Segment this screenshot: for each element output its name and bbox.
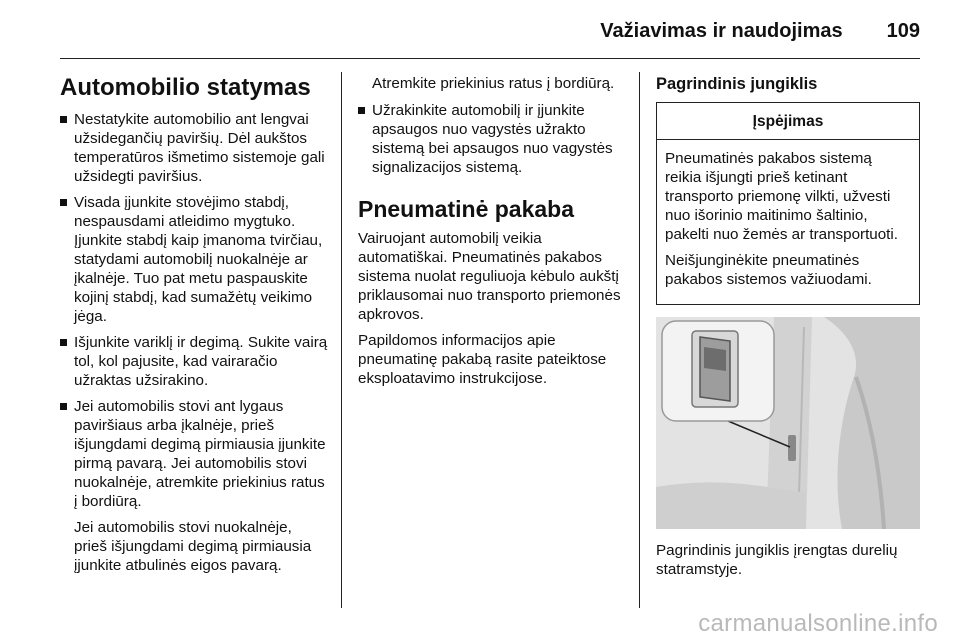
section-title-air-suspension: Pneumatinė pakaba (358, 196, 575, 222)
section-title-parking: Automobilio statymas (60, 74, 311, 101)
bullet-square-icon (60, 199, 67, 206)
column-2 (358, 74, 626, 395)
parking-bullet-list (60, 110, 328, 511)
warning-heading: Įspėjimas (657, 103, 919, 140)
list-item: Visada įjunkite stovėjimo stabdį, nespausdami atleidimo mygtuko. Įjunkite stabdį kaip įmanoma tvirčiau, statydami automobilį nuokalnėje ar įkalnėje. Tuo pat metu paspauskite kojinį stabdį, kad sumažėtų veikimo jėga. (60, 193, 328, 326)
header-rule (60, 58, 920, 59)
air-suspension-paragraph-2: Papildomos informacijos apie pneumatinę pakabą rasite pateiktose eksploatavimo instrukcijose. (358, 332, 607, 387)
main-switch-illustration (656, 317, 920, 529)
column-3 (656, 74, 920, 579)
list-item: Užrakinkite automobilį ir įjunkite apsaugos nuo vagystės užrakto sistemą bei apsaugos nuo vagystės signalizacijos sistemą. (358, 101, 626, 177)
warning-text-2: Neišjunginėkite pneumatinės pakabos sistemos važiuodami. (665, 252, 872, 288)
list-item: Jei automobilis stovi ant lygaus paviršiaus arba įkalnėje, prieš išjungdami degimą pirmiausia įjunkite pirmą pavarą. Jei automobilis stovi nuokalnėje, atremkite priekinius ratus į bordiūrą. (60, 397, 328, 511)
curb-continuation: Atremkite priekinius ratus į bordiūrą. (372, 75, 615, 92)
bullet-square-icon (358, 107, 365, 114)
warning-text-1: Pneumatinės pakabos sistemą reikia išjungti prieš ketinant transporto priemonę vilkti, užvesti nuo išorinio maitinimo šaltinio, pakelti nuo žemės ar transportuoti. (665, 150, 898, 243)
watermark-text: carmanualsonline.info (698, 610, 938, 637)
bullet-square-icon (60, 339, 67, 346)
warning-box (656, 102, 920, 305)
list-item: Išjunkite variklį ir degimą. Sukite vairą tol, kol pajusite, kad vairaračio užraktas užsirakino. (60, 333, 328, 390)
column-divider-2 (639, 72, 640, 608)
illustration-caption: Pagrindinis jungiklis įrengtas durelių statramstyje. (656, 542, 898, 578)
warning-body (657, 140, 919, 304)
page-header (60, 20, 920, 50)
lock-bullet-list (358, 101, 626, 177)
air-suspension-paragraph-1: Vairuojant automobilį veikia automatiškai. Pneumatinės pakabos sistema nuolat reguliuoja kėbulo aukštį priklausomai nuo transporto priemonės apkrovos. (358, 230, 621, 323)
bullet-square-icon (60, 116, 67, 123)
page-number: 109 (886, 20, 920, 42)
section-title-main-switch: Pagrindinis jungiklis (656, 75, 818, 93)
parking-continuation: Jei automobilis stovi nuokalnėje, prieš išjungdami degimą pirmiausia įjunkite atbulinės eigos pavarą. (74, 519, 312, 574)
chapter-title: Važiavimas ir naudojimas (600, 20, 843, 42)
column-1 (60, 74, 328, 582)
bullet-square-icon (60, 403, 67, 410)
column-divider-1 (341, 72, 342, 608)
list-item: Nestatykite automobilio ant lengvai užsidegančių paviršių. Dėl aukštos temperatūros išmetimo sistemoje gali užsidegti paviršius. (60, 110, 328, 186)
